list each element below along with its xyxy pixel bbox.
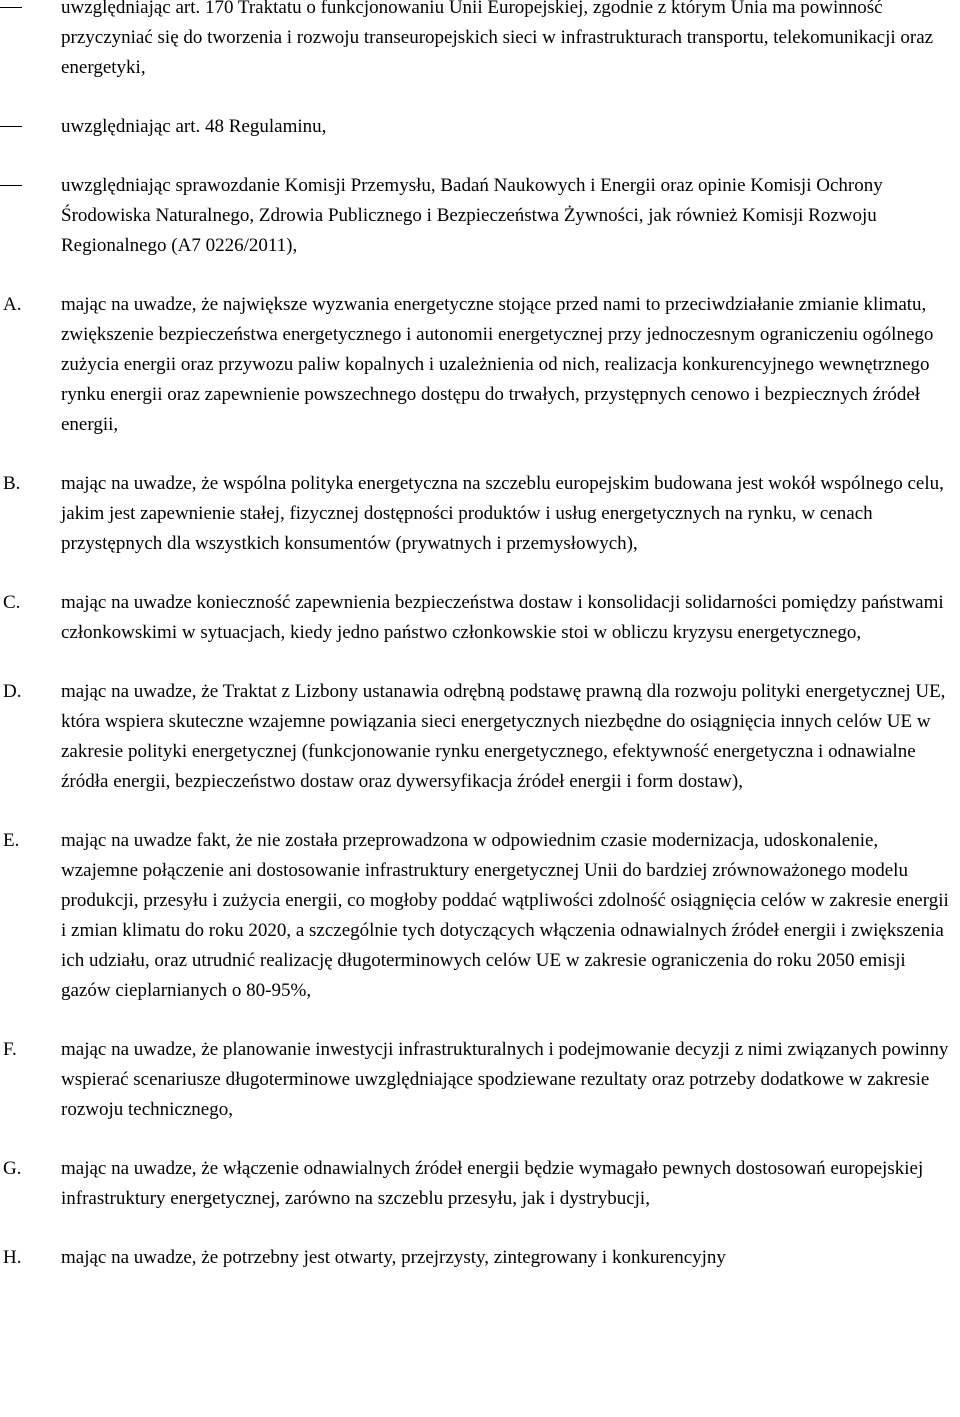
dash-marker	[0, 185, 22, 186]
recital-text: mając na uwadze, że wspólna polityka energetyczna na szczeblu europejskim budowana jest wokół wspólnego celu, jakim jest zapewnienie stałej, fizycznej dostępności produktów i usług energetycznych na rynku, w cenach przystępnych dla wszystkich konsumentów (prywatnych i przemysłowych),	[61, 473, 944, 554]
recital-text: mając na uwadze konieczność zapewnienia bezpieczeństwa dostaw i konsolidacji solidarności pomiędzy państwami członkowskimi w sytuacjach, kiedy jedno państwo członkowskie stoi w obliczu kryzysu energetycznego,	[61, 592, 944, 643]
recital-letter: A.	[3, 294, 22, 315]
recital-letter: B.	[3, 473, 21, 494]
recital-text: mając na uwadze, że włączenie odnawialnych źródeł energii będzie wymagało pewnych dostosowań europejskiej infrastruktury energetycznej, zarówno na szczeblu przesyłu, jak i dystrybucji,	[61, 1158, 924, 1209]
recital-a	[0, 290, 960, 440]
recital-e	[0, 826, 960, 1006]
recital-b	[0, 469, 960, 559]
recital-letter: G.	[3, 1158, 22, 1179]
recital-letter: H.	[3, 1247, 22, 1268]
recital-letter: D.	[3, 681, 22, 702]
recital-dash-2	[0, 112, 960, 142]
recital-text: mając na uwadze, że Traktat z Lizbony ustanawia odrębną podstawę prawną dla rozwoju polityki energetycznej UE, która wspiera skuteczne wzajemne powiązania sieci energetycznych niezbędne do osiągnięcia innych celów UE w zakresie polityki energetycznej (funkcjonowanie rynku energetycznego, efektywność energetyczna i odnawialne źródła energii, bezpieczeństwo dostaw oraz dywersyfikacja źródeł energii i form dostaw),	[61, 681, 946, 792]
recital-text: mając na uwadze, że potrzebny jest otwarty, przejrzysty, zintegrowany i konkurencyjny	[61, 1247, 726, 1268]
recital-letter: C.	[3, 592, 21, 613]
recital-dash-3	[0, 171, 960, 261]
recital-text: mając na uwadze, że planowanie inwestycji infrastrukturalnych i podejmowanie decyzji z nimi związanych powinny wspierać scenariusze długoterminowe uwzględniające spodziewane rezultaty oraz potrzeby dodatkowe w zakresie rozwoju technicznego,	[61, 1039, 949, 1120]
recital-letter: F.	[3, 1039, 17, 1060]
recital-text: uwzględniając art. 48 Regulaminu,	[61, 116, 327, 137]
recital-text: mając na uwadze, że największe wyzwania energetyczne stojące przed nami to przeciwdziałanie zmianie klimatu, zwiększenie bezpieczeństwa energetycznego i autonomii energetycznej przy jednoczesnym ograniczeniu ogólnego zużycia energii oraz przywozu paliw kopalnych i uzależnienia od nich, realizacja konkurencyjnego wewnętrznego rynku energii oraz zapewnienie powszechnego dostępu do trwałych, przystępnych cenowo i bezpiecznych źródeł energii,	[61, 294, 934, 435]
recital-dash-1	[0, 0, 960, 83]
recital-g	[0, 1154, 960, 1214]
recital-text: uwzględniając art. 170 Traktatu o funkcjonowaniu Unii Europejskiej, zgodnie z którym Unia ma powinność przyczyniać się do tworzenia i rozwoju transeuropejskich sieci w infrastrukturach transportu, telekomunikacji oraz energetyki,	[61, 0, 934, 78]
recital-h	[0, 1243, 960, 1273]
dash-marker	[0, 7, 22, 8]
recital-text: uwzględniając sprawozdanie Komisji Przemysłu, Badań Naukowych i Energii oraz opinie Komisji Ochrony Środowiska Naturalnego, Zdrowia Publicznego i Bezpieczeństwa Żywności, jak również Komisji Rozwoju Regionalnego (A7 0226/2011),	[61, 175, 883, 256]
recital-f	[0, 1035, 960, 1125]
dash-marker	[0, 126, 22, 127]
recital-c	[0, 588, 960, 648]
recital-d	[0, 677, 960, 797]
recital-text: mając na uwadze fakt, że nie została przeprowadzona w odpowiednim czasie modernizacja, udoskonalenie, wzajemne połączenie ani dostosowanie infrastruktury energetycznej Unii do bardziej zrównoważonego modelu produkcji, przesyłu i zużycia energii, co mogłoby poddać wątpliwości zdolność osiągnięcia celów w zakresie energii i zmian klimatu do roku 2020, a szczególnie tych dotyczących włączenia odnawialnych źródeł energii i zwiększenia ich udziału, oraz utrudnić realizację długoterminowych celów UE w zakresie ograniczenia do roku 2050 emisji gazów cieplarnianych o 80-95%,	[61, 830, 949, 1001]
recital-letter: E.	[3, 830, 20, 851]
